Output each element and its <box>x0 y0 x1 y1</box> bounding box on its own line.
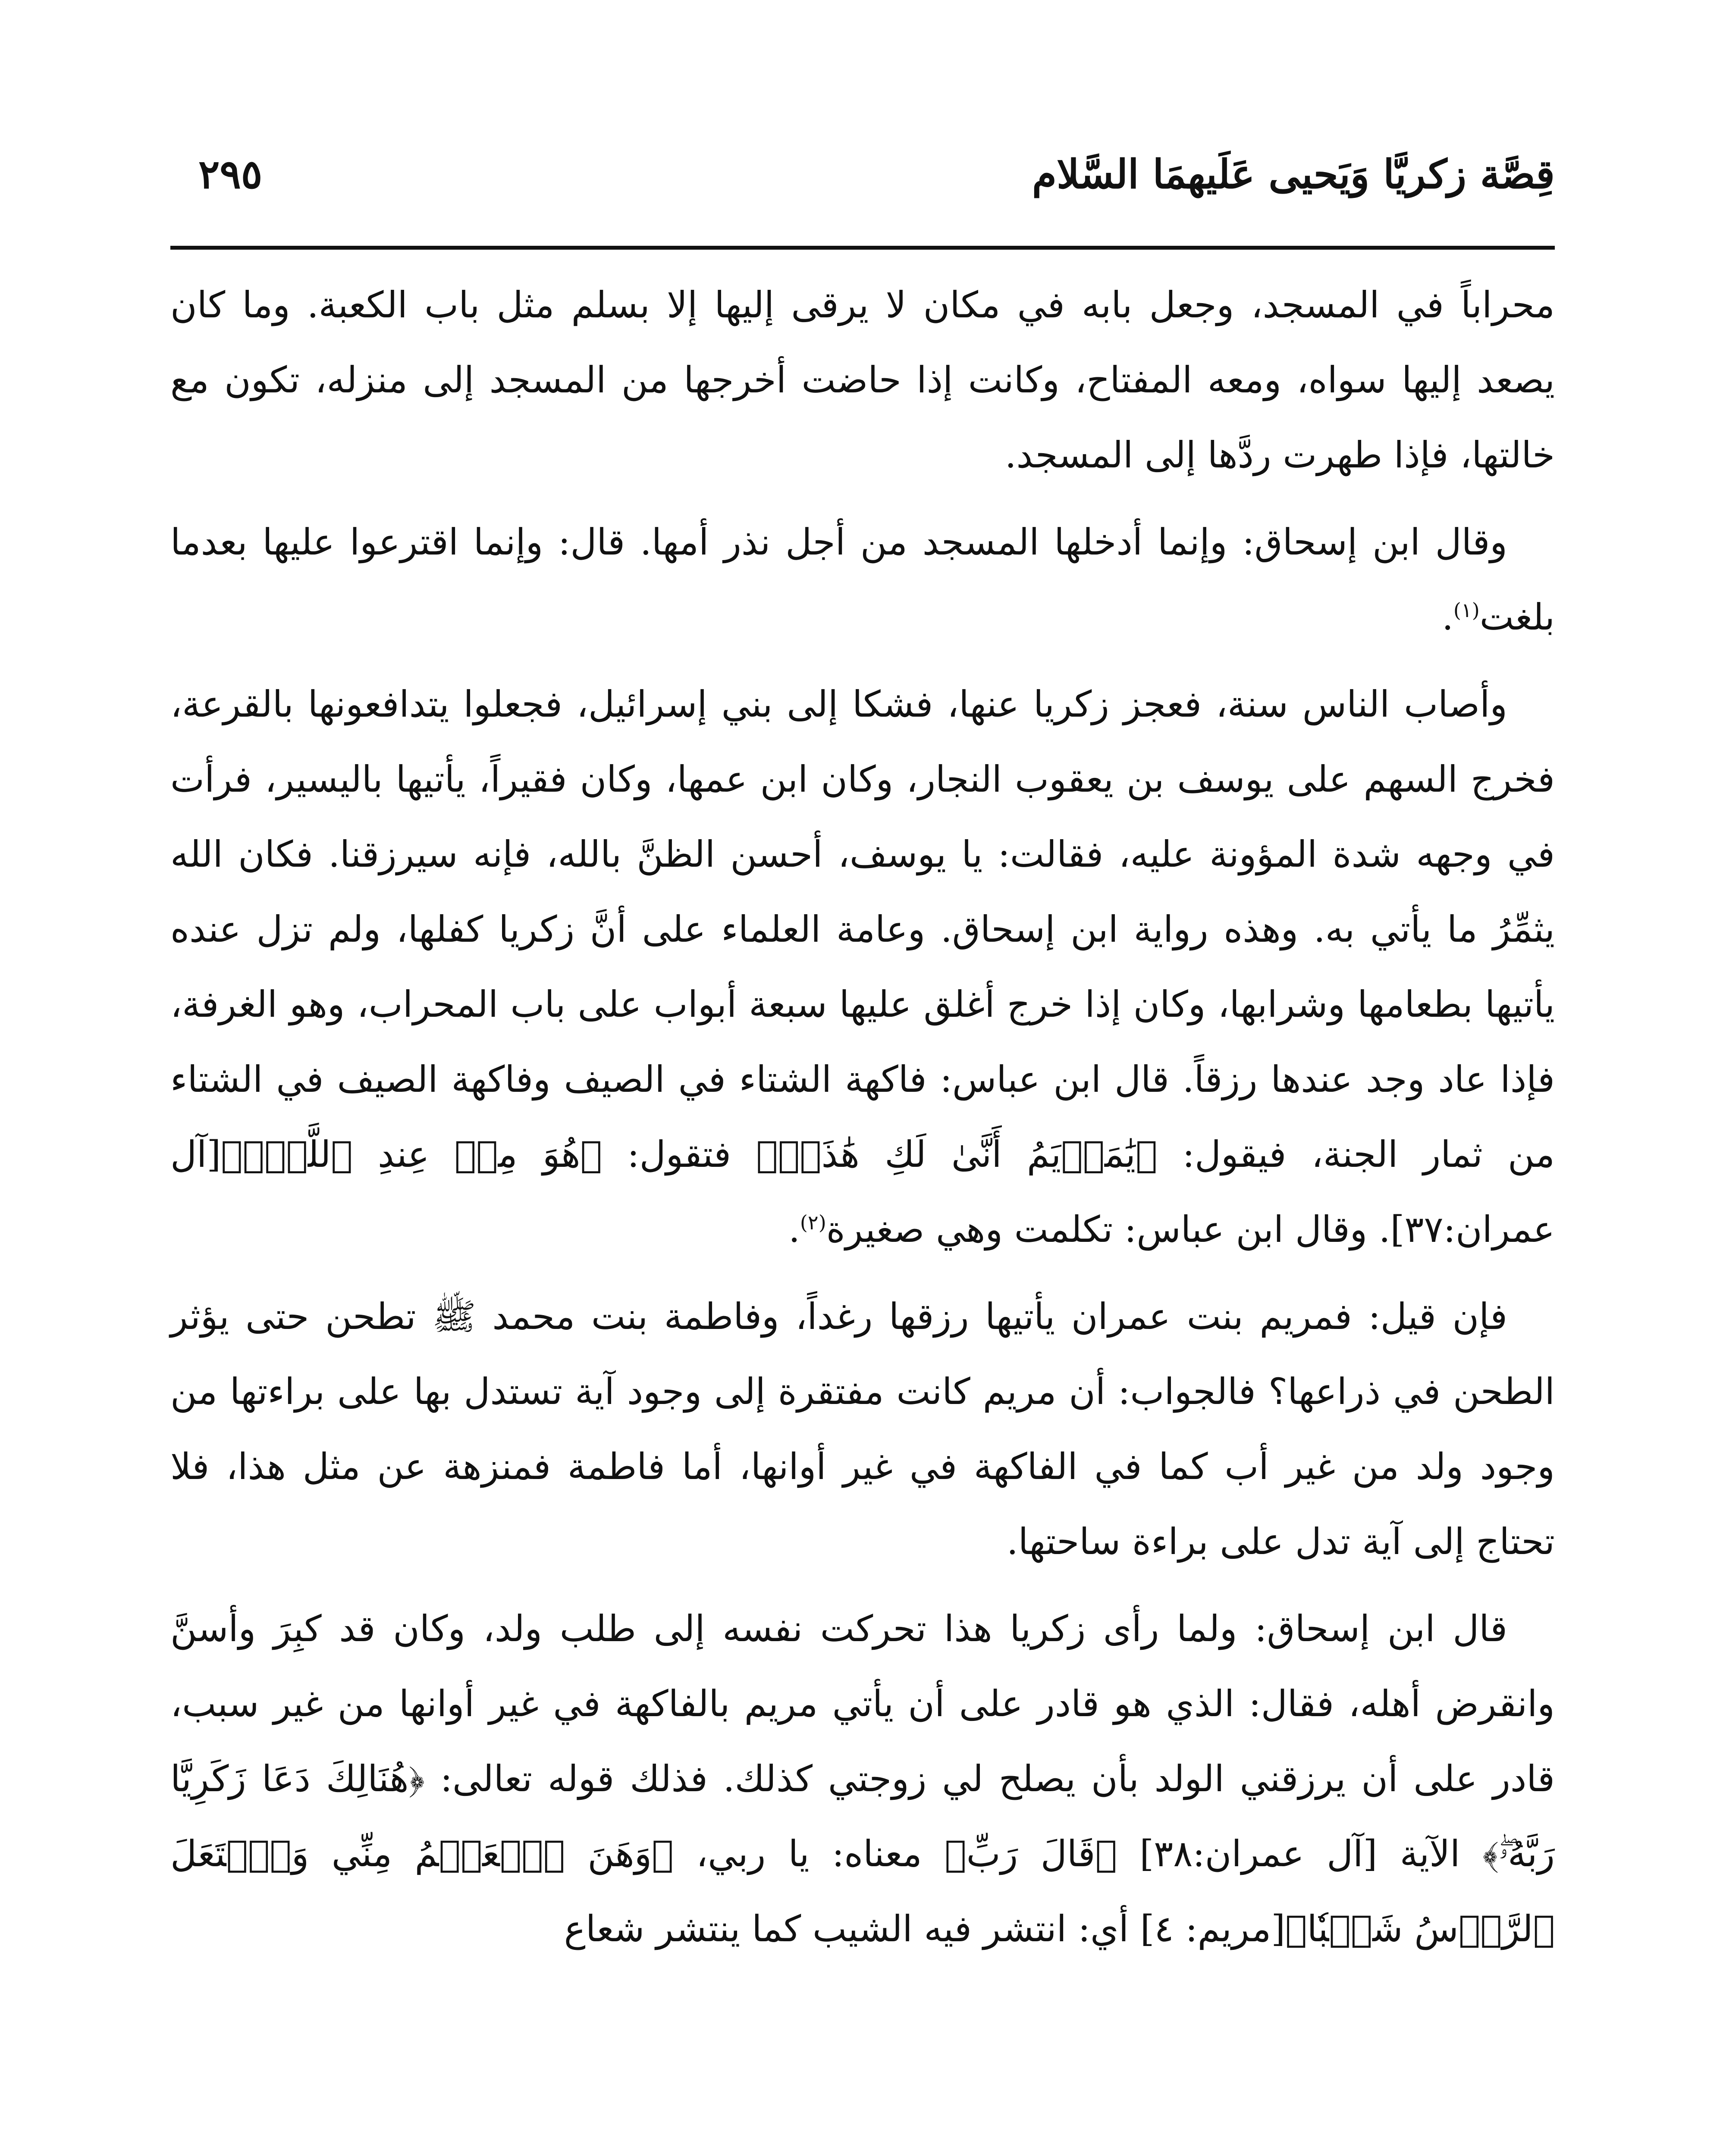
page-header <box>170 142 1555 207</box>
paragraph <box>170 267 1555 492</box>
paragraph-end: . <box>788 1208 800 1250</box>
paragraph <box>170 667 1555 1267</box>
footnote-ref: (١) <box>1453 599 1480 622</box>
paragraph-text: وأصاب الناس سنة، فعجز زكريا عنها، فشكا إلى بني إسرائيل، فجعلوا يتدافعونها بالقرعة، فخرج السهم على يوسف بن يعقوب النجار، وكان ابن عمها، وكان فقيراً، يأتيها باليسير، فرأت في وجهه شدة المؤونة عليه، فقالت: يا يوسف، أحسن الظنَّ بالله، فإنه سيرزقنا. فكان الله يثمِّرُ ما يأتي به. وهذه رواية ابن إسحاق. وعامة العلماء على أنَّ زكريا كفلها، ولم تزل عنده يأتيها بطعامها وشرابها، وكان إذا خرج أغلق عليها سبعة أبواب على باب المحراب، وهو الغرفة، فإذا عاد وجد عندها رزقاً. قال ابن عباس: فاكهة الشتاء في الصيف وفاكهة الصيف في الشتاء من ثمار الجنة، فيقول: ﴿يَٰمَرۡيَمُ أَنَّىٰ لَكِ هَٰذَاۖ﴾ فتقول: ﴿هُوَ مِنۡ عِندِ ٱللَّهِۖ﴾[آل عمران:٣٧]. وقال ابن عباس: تكلمت وهي صغيرة <box>170 683 1555 1250</box>
paragraph <box>170 1591 1555 1966</box>
footnote-ref: (٢) <box>800 1211 826 1234</box>
body-text <box>170 267 1555 1966</box>
paragraph <box>170 505 1555 655</box>
paragraph <box>170 1279 1555 1579</box>
header-rule <box>170 246 1555 250</box>
paragraph-end: . <box>1442 596 1453 638</box>
paragraph-text: محراباً في المسجد، وجعل بابه في مكان لا يرقى إليها إلا بسلم مثل باب الكعبة. وما كان يصعد إليها سواه، ومعه المفتاح، وكانت إذا حاضت أخرجها من المسجد إلى منزله، تكون مع خالتها، فإذا طهرت ردَّها إلى المسجد. <box>170 284 1555 476</box>
paragraph-text: وقال ابن إسحاق: وإنما أدخلها المسجد من أجل نذر أمها. قال: وإنما اقترعوا عليها بعدما بلغت <box>170 521 1555 638</box>
paragraph-text: قال ابن إسحاق: ولما رأى زكريا هذا تحركت نفسه إلى طلب ولد، وكان قد كبِرَ وأسنَّ وانقرض أهله، فقال: الذي هو قادر على أن يأتي مريم بالفاكهة في غير أوانها من غير سبب، قادر على أن يرزقني الولد بأن يصلح لي زوجتي كذلك. فذلك قوله تعالى: ﴿هُنَالِكَ دَعَا زَكَرِيَّا رَبَّهُۥۖ﴾ الآية [آل عمران:٣٨] ﴿قَالَ رَبِّ﴾ معناه: يا ربي، ﴿وَهَنَ ٱلۡعَظۡمُ مِنِّي وَٱشۡتَعَلَ ٱلرَّأۡسُ شَيۡبٗا﴾[مريم: ٤] أي: انتشر فيه الشيب كما ينتشر شعاع <box>170 1608 1555 1950</box>
page-number: ٢٩٥ <box>198 151 263 197</box>
paragraph-text: فإن قيل: فمريم بنت عمران يأتيها رزقها رغداً، وفاطمة بنت محمد ﷺ تطحن حتى يؤثر الطحن في ذراعها؟ فالجواب: أن مريم كانت مفتقرة إلى وجود آية تستدل بها على براءتها من وجود ولد من غير أب كما في الفاكهة في غير أوانها، أما فاطمة فمنزهة عن مثل هذا، فلا تحتاج إلى آية تدل على براءة ساحتها. <box>170 1295 1555 1563</box>
running-title: قِصَّة زكريَّا وَيَحيى عَلَيهمَا السَّلام <box>1032 151 1555 197</box>
